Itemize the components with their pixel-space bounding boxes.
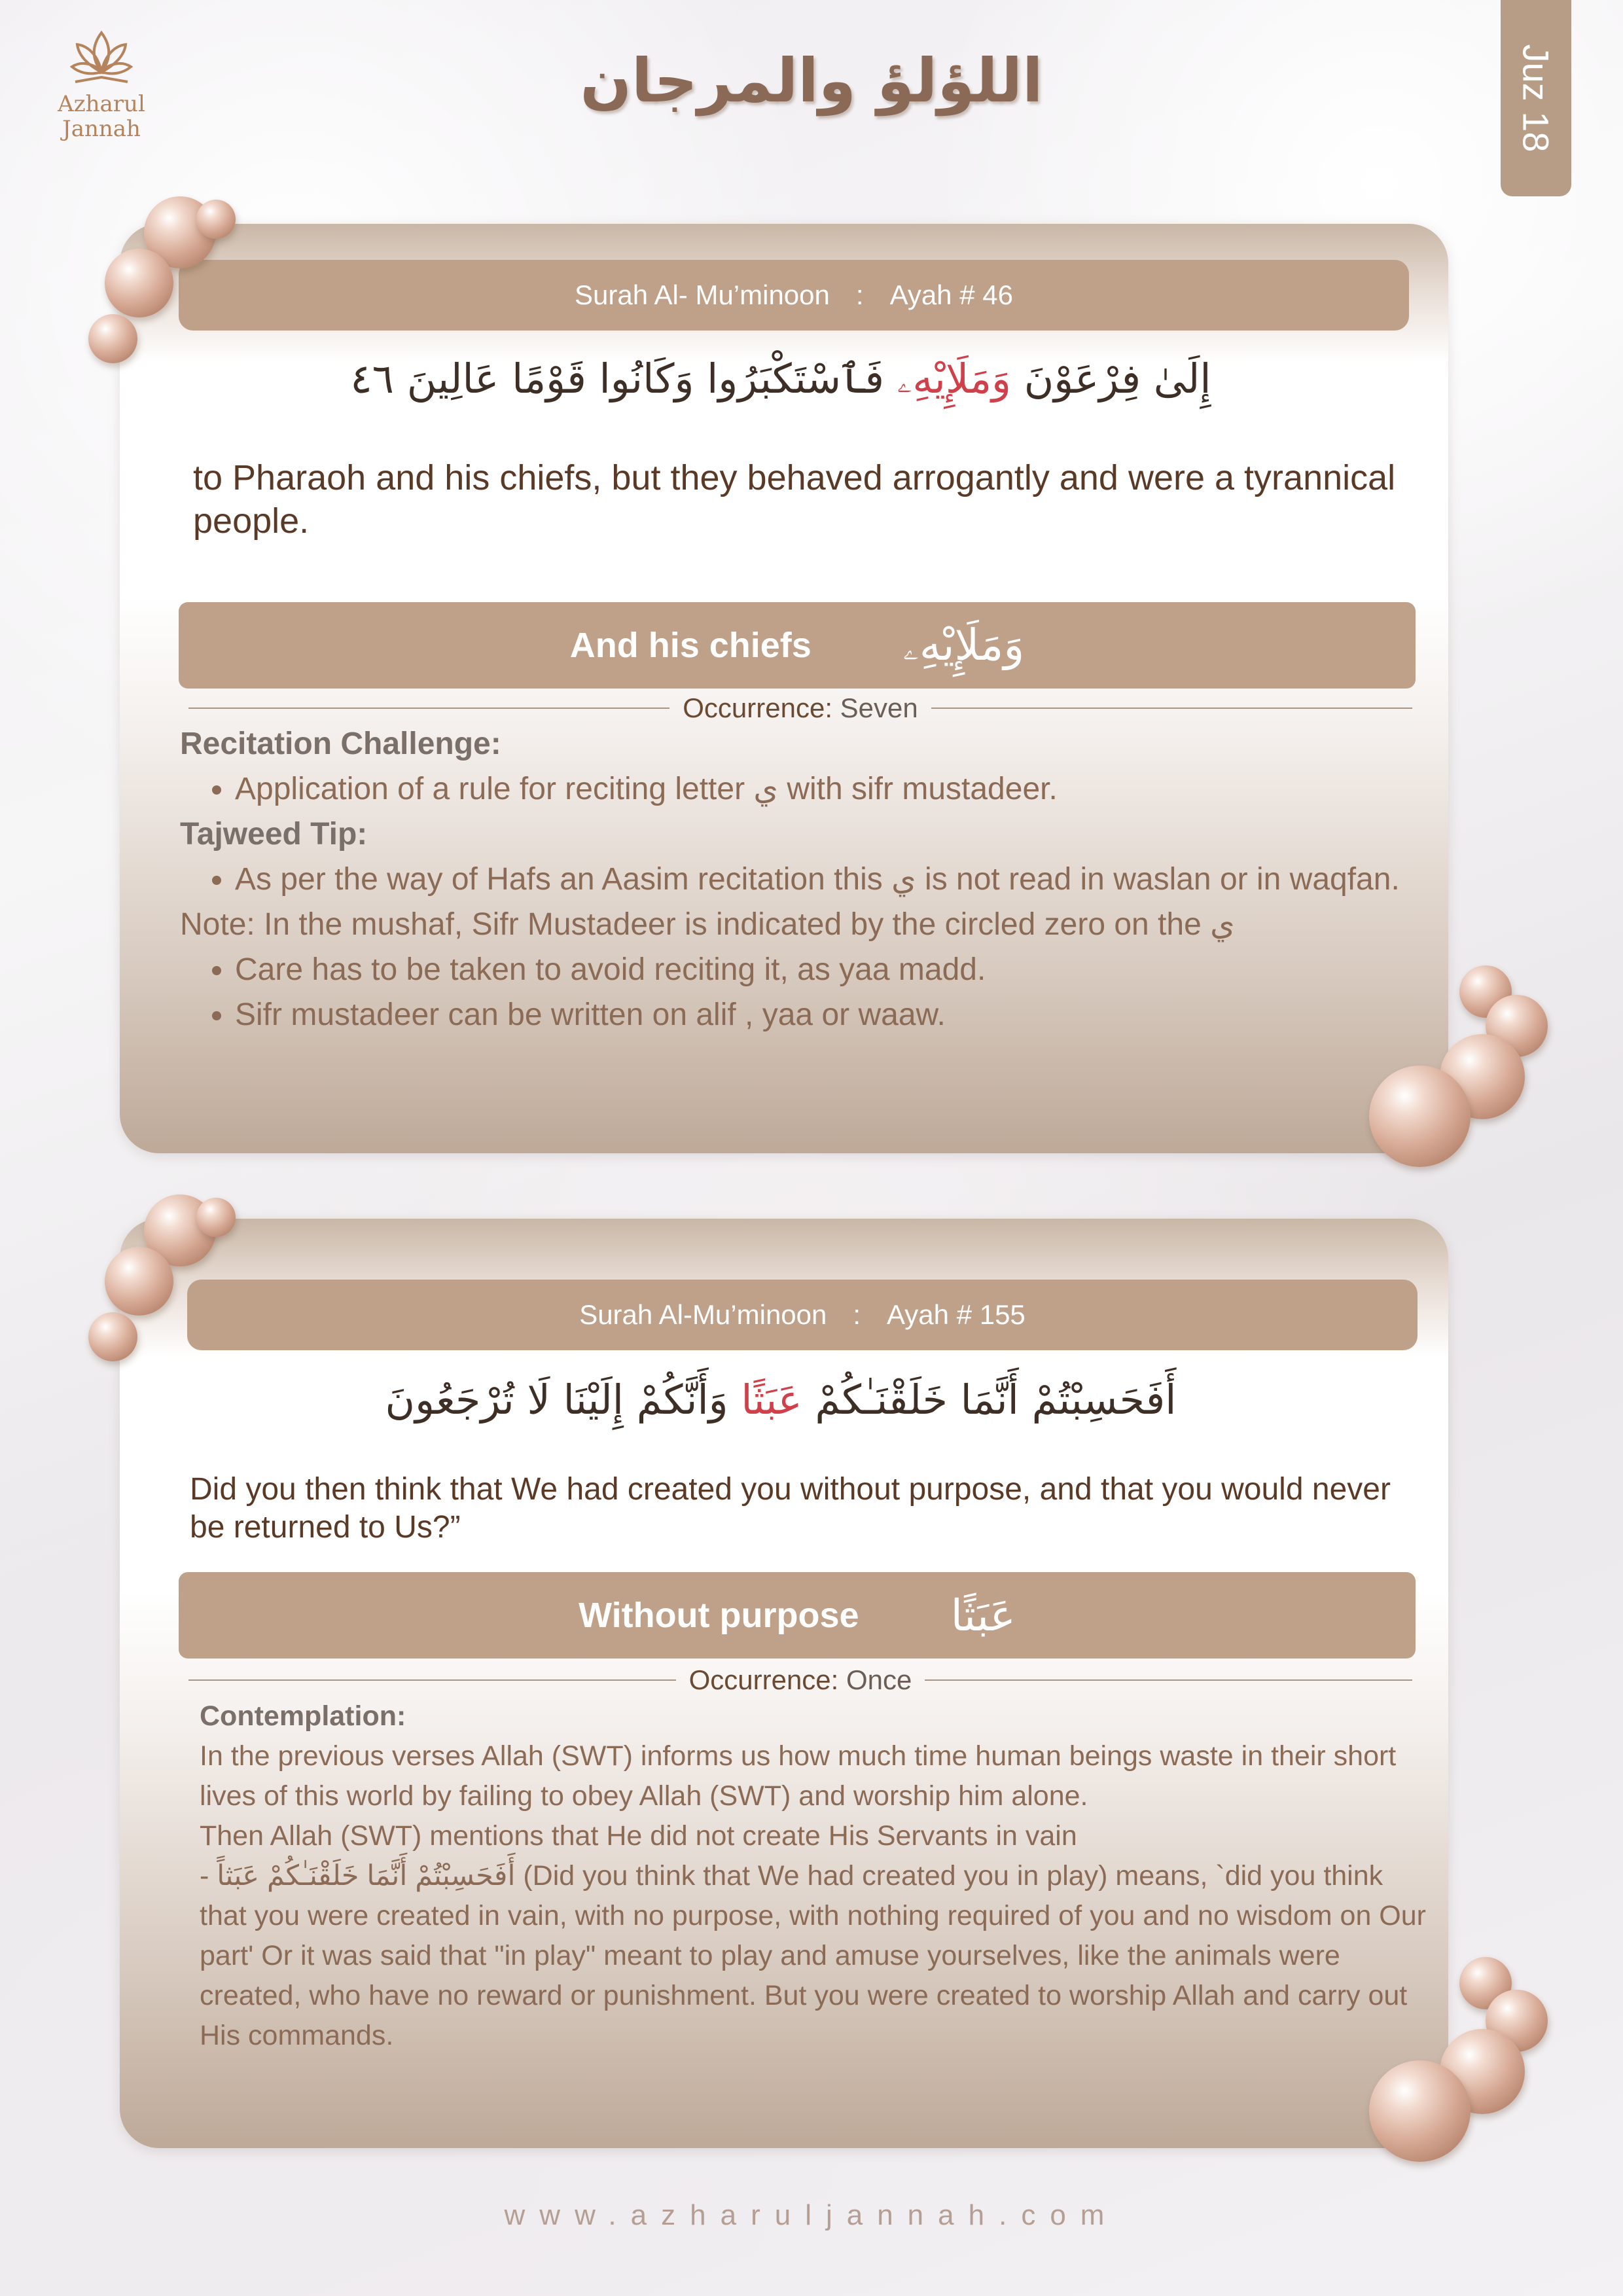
word-meaning-bar bbox=[179, 1572, 1416, 1659]
occurrence bbox=[669, 692, 931, 724]
ayah-number: Ayah # 155 bbox=[887, 1299, 1026, 1330]
brand-name-line1: Azharul bbox=[58, 91, 145, 117]
note-list bbox=[180, 947, 1436, 1037]
reference-separator: : bbox=[853, 1299, 861, 1330]
verse-highlighted-word: عَبَثًا bbox=[741, 1376, 802, 1424]
juz-label: Juz 18 bbox=[1515, 44, 1557, 152]
contemplation-paragraph-1: In the previous verses Allah (SWT) informs us how much time human beings waste in their short lives of this world by failing to obey Allah (SWT) and worship him alone. bbox=[200, 1740, 1397, 1812]
verse-translation: to Pharaoh and his chiefs, but they behaved arrogantly and were a tyrannical people. bbox=[193, 458, 1396, 541]
surah-name: Surah Al-Mu’minoon bbox=[579, 1299, 827, 1330]
word-meaning-bar bbox=[179, 602, 1416, 689]
tajweed-heading: Tajweed Tip: bbox=[180, 817, 368, 852]
verse-part-before: إِلَىٰ فِرْعَوْنَ bbox=[1010, 355, 1211, 403]
occurrence-value: Seven bbox=[840, 692, 918, 723]
lotus-icon bbox=[65, 26, 137, 92]
word-english: Without purpose bbox=[579, 1596, 859, 1635]
contemplation-paragraph-2: Then Allah (SWT) mentions that He did not create His Servants in vain bbox=[200, 1820, 1077, 1852]
list-item: • As per the way of Hafs an Aasim recitation this ي is not read in waslan or in waqfan. bbox=[235, 857, 1436, 902]
page-title: اللؤلؤ والمرجان bbox=[580, 46, 1043, 116]
occurrence-row bbox=[188, 1664, 1412, 1696]
recitation-heading: Recitation Challenge: bbox=[180, 726, 501, 761]
word-english: And his chiefs bbox=[569, 626, 812, 665]
verse-part-before: أَفَحَسِبْتُمْ أَنَّمَا خَلَقْنَـٰكُمْ bbox=[802, 1376, 1177, 1424]
brand-logo bbox=[46, 26, 157, 157]
word-arabic: وَمَلَإِيْهِۦ bbox=[902, 619, 1025, 670]
word-arabic: عَبَثًا bbox=[950, 1590, 1016, 1641]
divider-line bbox=[931, 708, 1412, 709]
ayah-reference-bar bbox=[187, 1280, 1418, 1350]
contemplation-section bbox=[200, 1696, 1430, 2056]
contemplation-heading: Contemplation: bbox=[200, 1700, 406, 1732]
juz-tab bbox=[1501, 0, 1571, 196]
notes-section bbox=[180, 721, 1436, 1037]
arabic-verse bbox=[159, 1376, 1402, 1424]
occurrence bbox=[676, 1664, 925, 1696]
arabic-verse bbox=[159, 355, 1402, 403]
note-text: Note: In the mushaf, Sifr Mustadeer is indicated by the circled zero on the ي bbox=[180, 907, 1235, 942]
occurrence-row bbox=[188, 692, 1412, 725]
tajweed-list bbox=[180, 857, 1436, 902]
list-item: • Sifr mustadeer can be written on alif , yaa or waaw. bbox=[235, 992, 1436, 1037]
ayah-reference-bar bbox=[179, 260, 1409, 331]
surah-name: Surah Al- Mu’minoon bbox=[575, 279, 830, 310]
recitation-list bbox=[180, 766, 1436, 812]
occurrence-label: Occurrence: bbox=[683, 692, 832, 723]
divider-line bbox=[925, 1679, 1412, 1681]
occurrence-label: Occurrence: bbox=[688, 1664, 839, 1695]
website-url: www.azharuljannah.com bbox=[504, 2199, 1119, 2231]
contemplation-paragraph-3: - أَفَحَسِبْتُمْ أَنَّمَا خَلَقْنَـٰكُمْ عَبَثاً (Did you think that We had created you in play) means, `did you think that you were created in vain, with no purpose, with nothing required of you and no wisdom on Our part' Or it was said that "in play" meant to play and amuse yourselves, like the animals were created, who have no reward or punishment. But you were created to worship Allah and carry out His commands. bbox=[200, 1860, 1426, 2051]
verse-part-after: وَأَنَّكُمْ إِلَيْنَا لَا تُرْجَعُونَ bbox=[385, 1376, 741, 1424]
brand-name-line2: Jannah bbox=[62, 116, 141, 142]
list-item: • Care has to be taken to avoid reciting it, as yaa madd. bbox=[235, 947, 1436, 992]
ayah-number: Ayah # 46 bbox=[889, 279, 1013, 310]
ayah-card-2 bbox=[120, 1219, 1448, 2148]
verse-part-after: فَٱسْتَكْبَرُوا وَكَانُوا قَوْمًا عَالِينَ ٤٦ bbox=[350, 355, 897, 403]
verse-translation: Did you then think that We had created you without purpose, and that you would never be returned to Us?” bbox=[190, 1472, 1391, 1545]
divider-line bbox=[188, 708, 669, 709]
divider-line bbox=[188, 1679, 676, 1681]
reference-separator: : bbox=[855, 279, 864, 310]
verse-highlighted-word: وَمَلَإِيْهِۦ bbox=[897, 355, 1011, 403]
occurrence-value: Once bbox=[846, 1664, 912, 1695]
ayah-card-1 bbox=[120, 224, 1448, 1153]
list-item: • Application of a rule for reciting letter ي with sifr mustadeer. bbox=[235, 766, 1436, 812]
